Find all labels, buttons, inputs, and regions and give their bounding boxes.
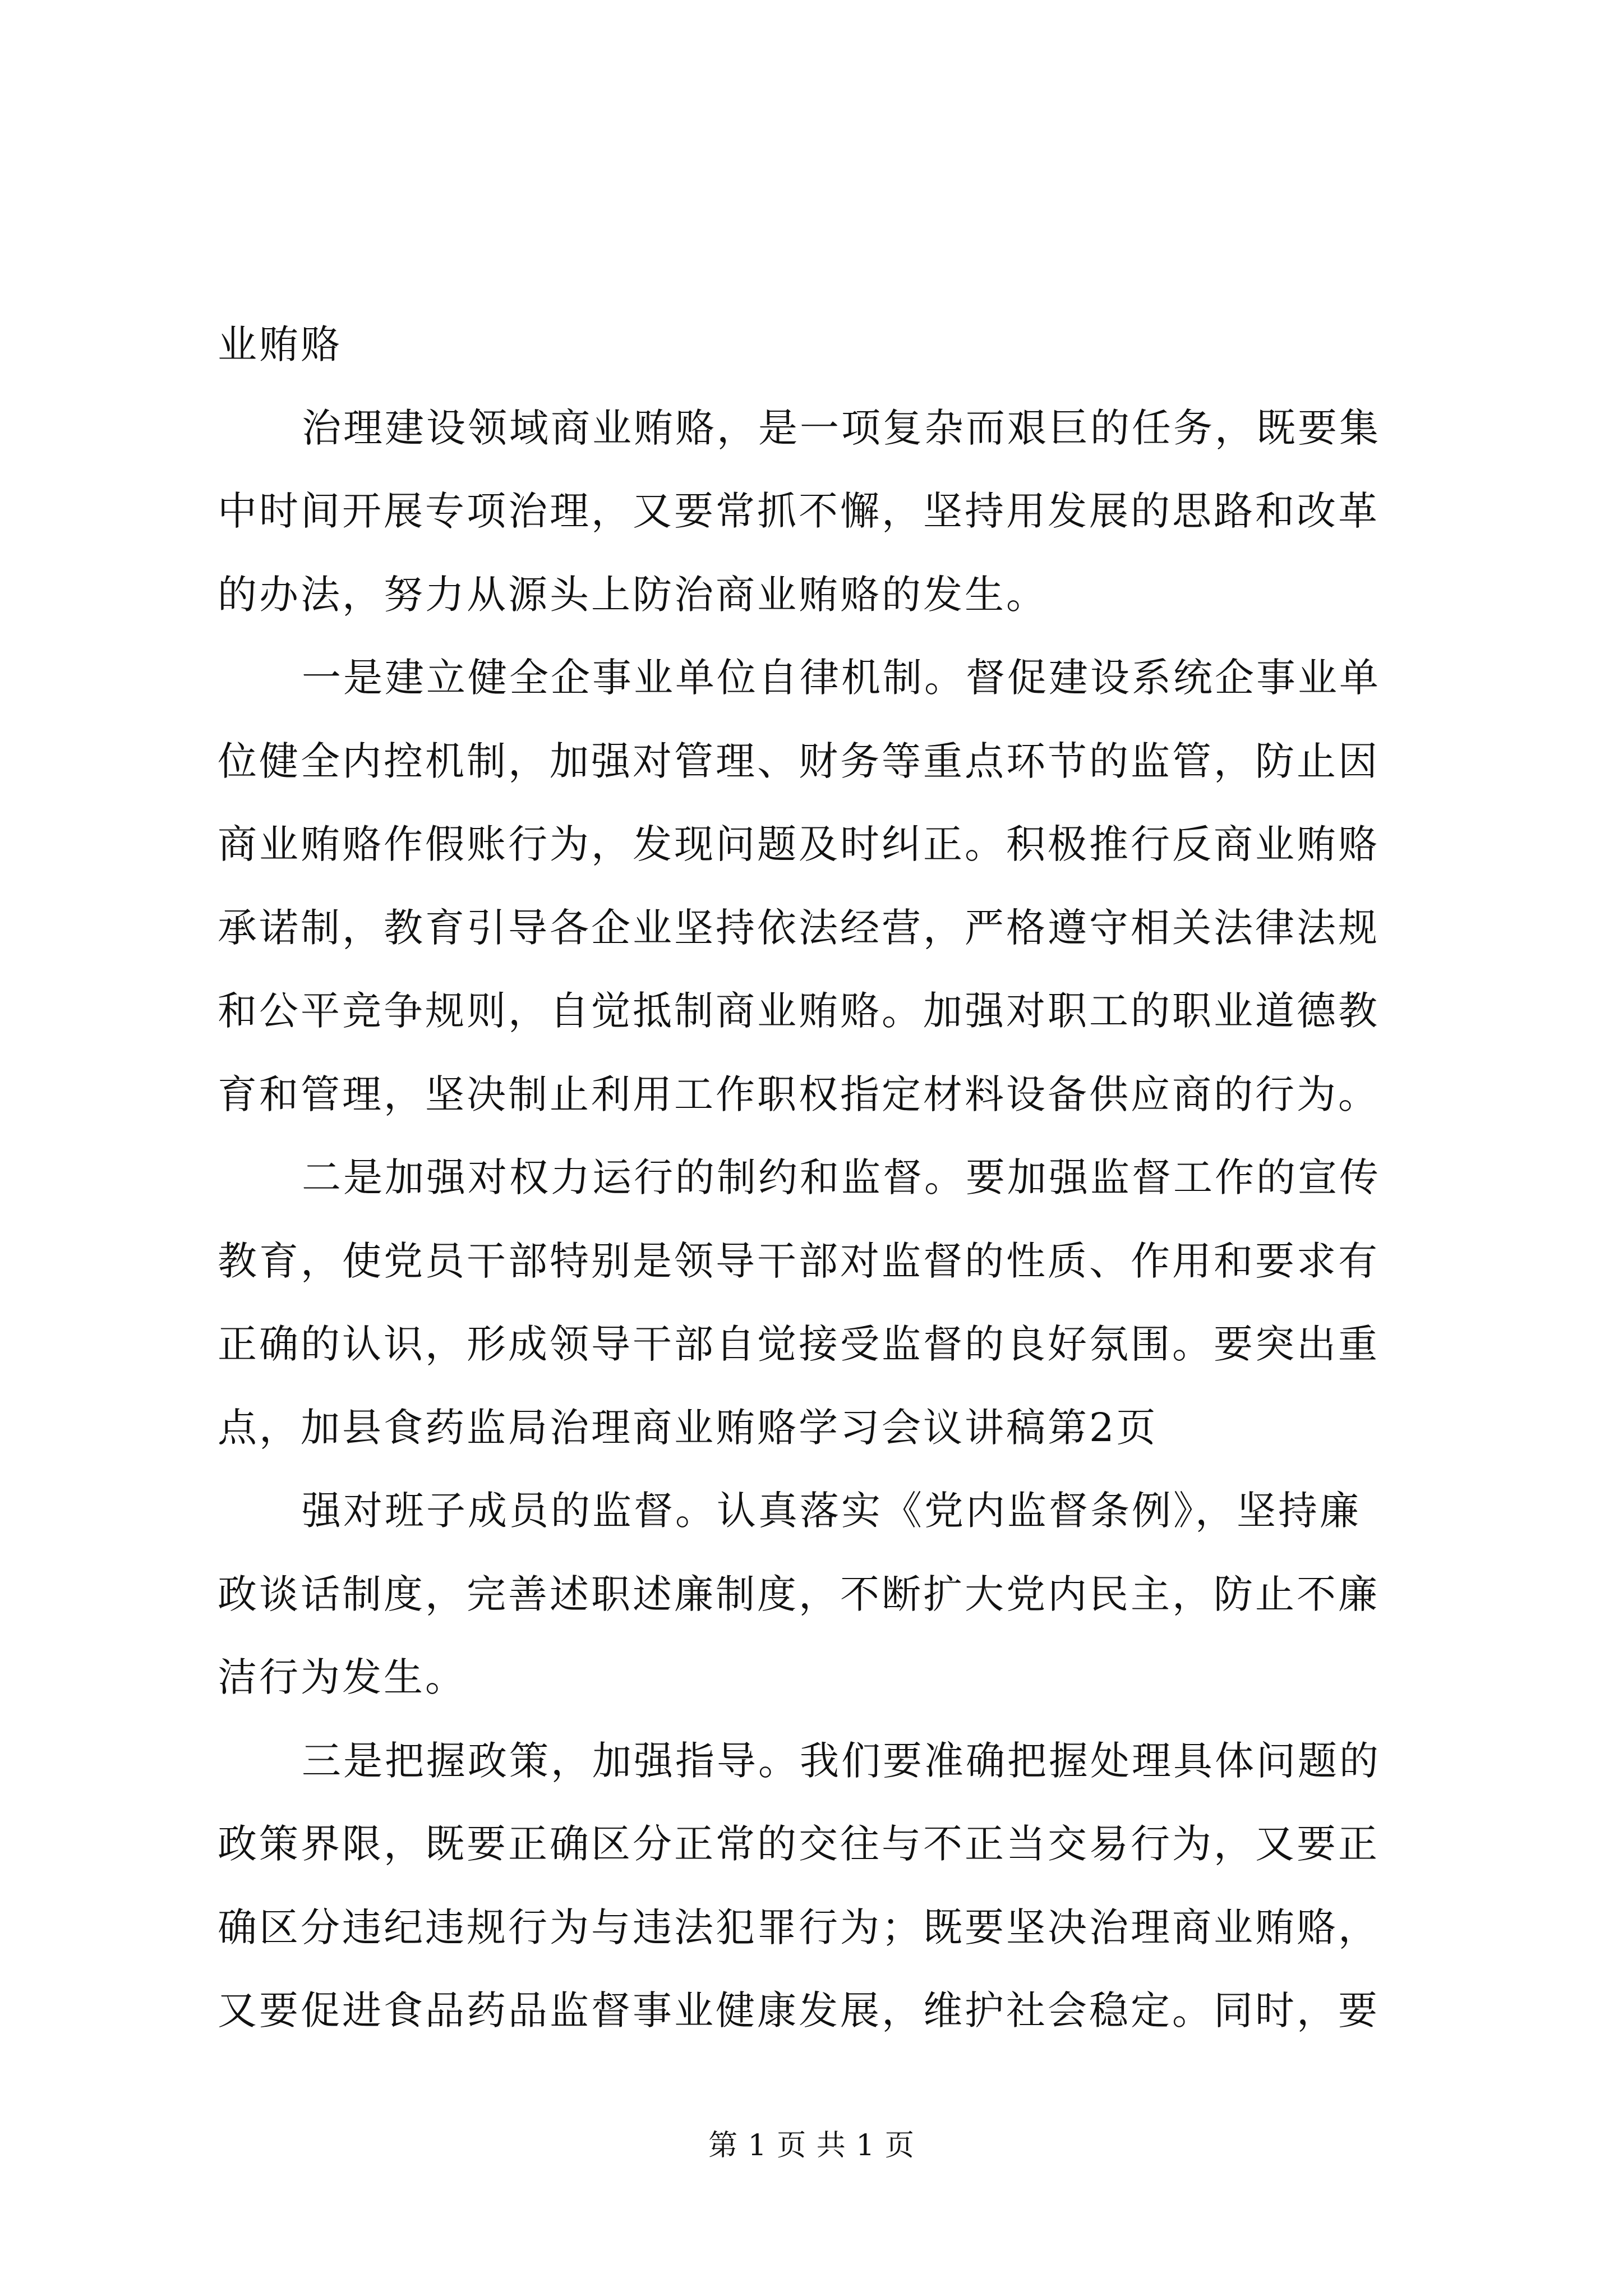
text-line: 点，加县食药监局治理商业贿赂学习会议讲稿第2页: [218, 1404, 1158, 1451]
text-line: 育和管理，坚决制止利用工作职权指定材料设备供应商的行为。: [218, 1071, 1380, 1117]
text-line: 确区分违纪违规行为与违法犯罪行为；既要坚决治理商业贿赂，: [218, 1904, 1380, 1950]
text-line: 教育，使党员干部特别是领导干部对监督的性质、作用和要求有: [218, 1237, 1380, 1284]
text-line: 业贿赂: [218, 321, 342, 367]
text-line: 承诺制，教育引导各企业坚持依法经营，严格遵守相关法律法规: [218, 904, 1380, 951]
paragraph-line: 二是加强对权力运行的制约和监督。要加强监督工作的宣传: [302, 1154, 1381, 1200]
text-line: 的办法，努力从源头上防治商业贿赂的发生。: [218, 571, 1048, 618]
paragraph-line: 强对班子成员的监督。认真落实《党内监督条例》，坚持廉: [302, 1488, 1361, 1534]
text-line: 洁行为发生。: [218, 1654, 467, 1700]
text-line: 商业贿赂作假账行为，发现问题及时纠正。积极推行反商业贿赂: [218, 821, 1380, 867]
page-footer: [0, 2126, 1623, 2165]
text-line: 正确的认识，形成领导干部自觉接受监督的良好氛围。要突出重: [218, 1321, 1380, 1367]
text-line: 政策界限，既要正确区分正常的交往与不正当交易行为，又要正: [218, 1821, 1380, 1867]
paragraph-line: 治理建设领域商业贿赂，是一项复杂而艰巨的任务，既要集: [302, 404, 1381, 451]
text-line: 政谈话制度，完善述职述廉制度，不断扩大党内民主，防止不廉: [218, 1571, 1380, 1617]
text-line: 中时间开展专项治理，又要常抓不懈，坚持用发展的思路和改革: [218, 488, 1380, 534]
document-body: [218, 303, 1418, 2053]
paragraph-line: 三是把握政策，加强指导。我们要准确把握处理具体问题的: [302, 1737, 1381, 1784]
text-line: 又要促进食品药品监督事业健康发展，维护社会稳定。同时，要: [218, 1987, 1380, 2033]
page-number-label: 第 1 页 共 1 页: [708, 2129, 915, 2162]
text-line: 位健全内控机制，加强对管理、财务等重点环节的监管，防止因: [218, 738, 1380, 784]
paragraph-line: 一是建立健全企事业单位自律机制。督促建设系统企事业单: [302, 655, 1381, 701]
text-line: 和公平竞争规则，自觉抵制商业贿赂。加强对职工的职业道德教: [218, 988, 1380, 1034]
